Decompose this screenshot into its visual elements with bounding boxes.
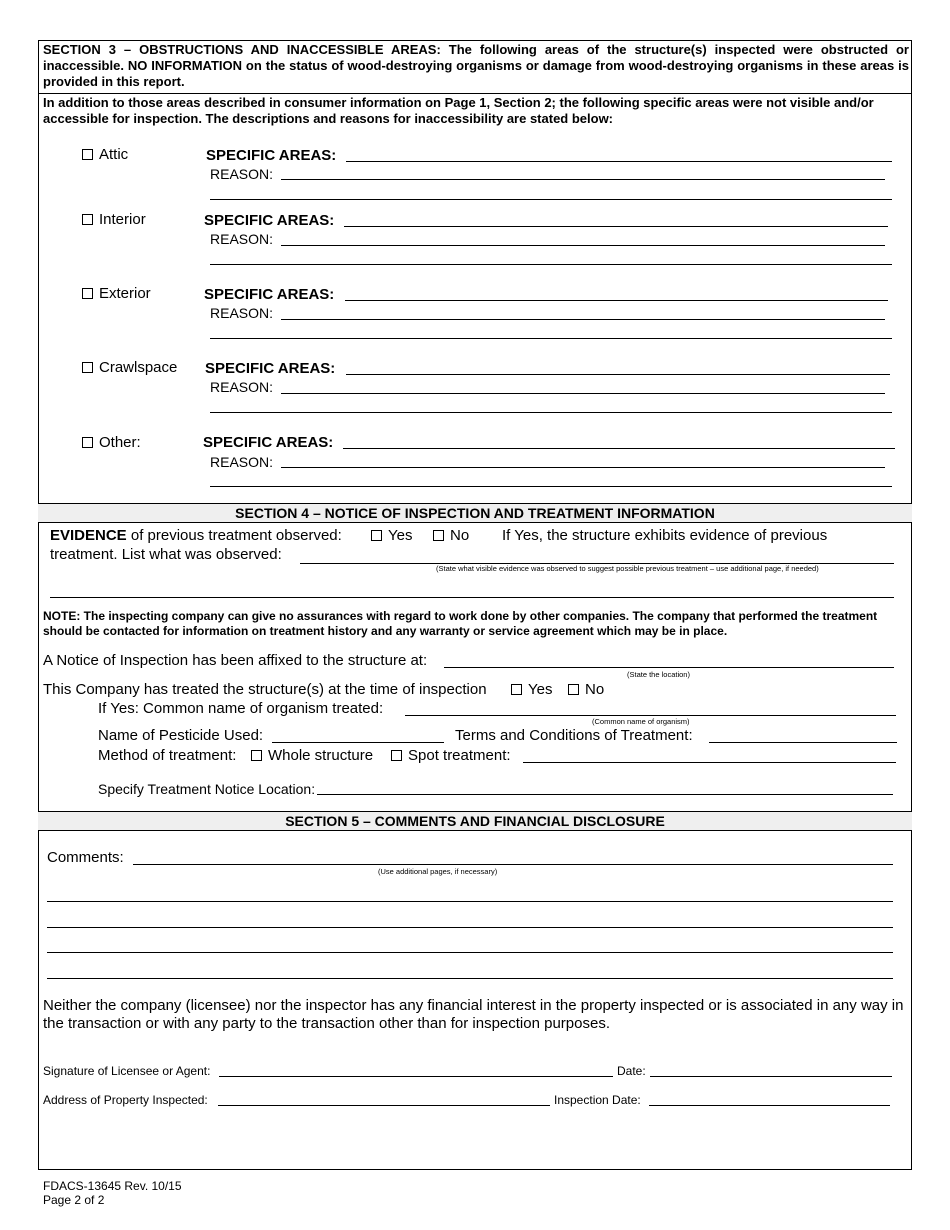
evidence-yes-label: Yes (388, 527, 413, 544)
treated-no-checkbox[interactable] (568, 684, 579, 695)
treated-yes-checkbox[interactable] (511, 684, 522, 695)
comments-hint: (Use additional pages, if necessary) (378, 867, 498, 876)
other-checkbox[interactable] (82, 437, 93, 448)
reason-label: REASON: (210, 231, 274, 247)
spot-treatment-field[interactable] (523, 762, 896, 763)
specific-areas-label: SPECIFIC AREAS: (206, 147, 337, 164)
specific-areas-label: SPECIFIC AREAS: (204, 212, 335, 229)
evidence-text: of previous treatment observed: (130, 527, 342, 544)
comments-line-2[interactable] (47, 901, 893, 902)
pesticide-label: Name of Pesticide Used: (98, 727, 264, 744)
attic-reason-field[interactable] (281, 179, 885, 180)
notice-location-field[interactable] (444, 667, 894, 668)
specific-areas-label: SPECIFIC AREAS: (204, 286, 335, 303)
interior-checkbox-label[interactable] (82, 211, 146, 229)
whole-structure-label: Whole structure (268, 747, 374, 764)
spot-treatment-checkbox[interactable] (391, 750, 402, 761)
comments-line-3[interactable] (47, 927, 893, 928)
date-label: Date: (617, 1064, 646, 1078)
evidence-if-yes-text: If Yes, the structure exhibits evidence of previous (502, 527, 828, 544)
crawlspace-checkbox[interactable] (82, 362, 93, 373)
observed-field-2[interactable] (50, 597, 894, 598)
list-observed-label: treatment. List what was observed: (50, 546, 282, 563)
notice-affixed-label: A Notice of Inspection has been affixed to the structure at: (43, 652, 428, 669)
reason-label: REASON: (210, 305, 274, 321)
section4-note: NOTE: The inspecting company can give no assurances with regard to work done by other companies. The company that performed the treatment should be contacted for information on treatment history and any warranty or service agreement which may be in place. (43, 609, 878, 638)
spot-treatment-label: Spot treatment: (408, 747, 511, 764)
exterior-checkbox-label[interactable] (82, 285, 151, 303)
other-label: Other: (99, 434, 141, 451)
exterior-reason-field-2[interactable] (210, 338, 892, 339)
section5-title: SECTION 5 – COMMENTS AND FINANCIAL DISCLOSURE (38, 811, 912, 831)
interior-label: Interior (99, 211, 146, 228)
address-label: Address of Property Inspected: (43, 1093, 208, 1107)
specific-areas-label: SPECIFIC AREAS: (205, 360, 336, 377)
treated-yes-label: Yes (528, 681, 553, 698)
crawlspace-checkbox-label[interactable] (82, 359, 177, 377)
exterior-specific-field[interactable] (345, 300, 888, 301)
signature-label: Signature of Licensee or Agent: (43, 1064, 211, 1078)
evidence-no-option[interactable] (433, 527, 469, 545)
comments-field[interactable] (133, 864, 893, 865)
attic-checkbox[interactable] (82, 149, 93, 160)
other-specific-field[interactable] (343, 448, 895, 449)
evidence-hint: (State what visible evidence was observed to suggest possible previous treatment – use additional page, if needed) (436, 564, 819, 573)
date-field[interactable] (650, 1076, 892, 1077)
treated-label: This Company has treated the structure(s) at the time of inspection (43, 681, 487, 698)
page-number: Page 2 of 2 (43, 1193, 105, 1207)
exterior-label: Exterior (99, 285, 151, 302)
spot-treatment-option[interactable] (391, 747, 511, 765)
comments-line-5[interactable] (47, 978, 893, 979)
organism-field[interactable] (405, 715, 896, 716)
evidence-yes-option[interactable] (371, 527, 412, 545)
reason-label: REASON: (210, 379, 274, 395)
financial-disclosure: Neither the company (licensee) nor the inspector has any financial interest in the property inspected or is associated in any way in the transaction or with any party to the transaction other than for inspection purposes. (43, 997, 904, 1032)
other-reason-field[interactable] (281, 467, 885, 468)
reason-label: REASON: (210, 166, 274, 182)
evidence-line (50, 527, 342, 545)
specific-areas-label: SPECIFIC AREAS: (203, 434, 334, 451)
comments-line-4[interactable] (47, 952, 893, 953)
attic-reason-field-2[interactable] (210, 199, 892, 200)
location-hint: (State the location) (627, 670, 690, 679)
interior-specific-field[interactable] (344, 226, 888, 227)
address-field[interactable] (218, 1105, 550, 1106)
interior-checkbox[interactable] (82, 214, 93, 225)
treated-no-option[interactable] (568, 681, 604, 699)
attic-checkbox-label[interactable] (82, 146, 128, 164)
terms-label: Terms and Conditions of Treatment: (455, 727, 693, 744)
organism-hint: (Common name of organism) (592, 717, 690, 726)
form-id: FDACS-13645 Rev. 10/15 (43, 1179, 182, 1193)
treatment-notice-location-field[interactable] (317, 794, 893, 795)
section3-intro: In addition to those areas described in consumer information on Page 1, Section 2; the following specific areas were not visible and/or accessible for inspection. The descriptions and reasons for inaccessibility are stated below: (43, 95, 874, 126)
crawlspace-label: Crawlspace (99, 359, 178, 376)
method-label: Method of treatment: (98, 747, 237, 764)
crawlspace-specific-field[interactable] (346, 374, 890, 375)
treated-yes-option[interactable] (511, 681, 552, 699)
attic-label: Attic (99, 146, 129, 163)
inspection-date-label: Inspection Date: (554, 1093, 641, 1107)
exterior-reason-field[interactable] (281, 319, 885, 320)
crawlspace-reason-field[interactable] (281, 393, 885, 394)
terms-field[interactable] (709, 742, 897, 743)
whole-structure-option[interactable] (251, 747, 373, 765)
evidence-no-label: No (450, 527, 470, 544)
divider (38, 93, 912, 94)
evidence-yes-checkbox[interactable] (371, 530, 382, 541)
evidence-no-checkbox[interactable] (433, 530, 444, 541)
pesticide-field[interactable] (272, 742, 444, 743)
treated-no-label: No (585, 681, 605, 698)
organism-label: If Yes: Common name of organism treated: (98, 700, 384, 717)
treatment-notice-location-label: Specify Treatment Notice Location: (98, 781, 316, 797)
inspection-date-field[interactable] (649, 1105, 890, 1106)
reason-label: REASON: (210, 454, 274, 470)
whole-structure-checkbox[interactable] (251, 750, 262, 761)
exterior-checkbox[interactable] (82, 288, 93, 299)
signature-field[interactable] (219, 1076, 613, 1077)
comments-label: Comments: (47, 849, 124, 866)
interior-reason-field[interactable] (281, 245, 885, 246)
other-reason-field-2[interactable] (210, 486, 892, 487)
evidence-bold: EVIDENCE (50, 527, 127, 544)
section4-title: SECTION 4 – NOTICE OF INSPECTION AND TREATMENT INFORMATION (38, 503, 912, 523)
section3-header: SECTION 3 – OBSTRUCTIONS AND INACCESSIBLE AREAS: The following areas of the structure(s) inspected were obstructed or inaccessible. NO INFORMATION on the status of wood-destroying organisms or damage from wood-destroying organisms in these areas is provided in this report. (43, 42, 909, 89)
attic-specific-field[interactable] (346, 161, 892, 162)
other-checkbox-label[interactable] (82, 434, 141, 452)
interior-reason-field-2[interactable] (210, 264, 892, 265)
crawlspace-reason-field-2[interactable] (210, 412, 892, 413)
